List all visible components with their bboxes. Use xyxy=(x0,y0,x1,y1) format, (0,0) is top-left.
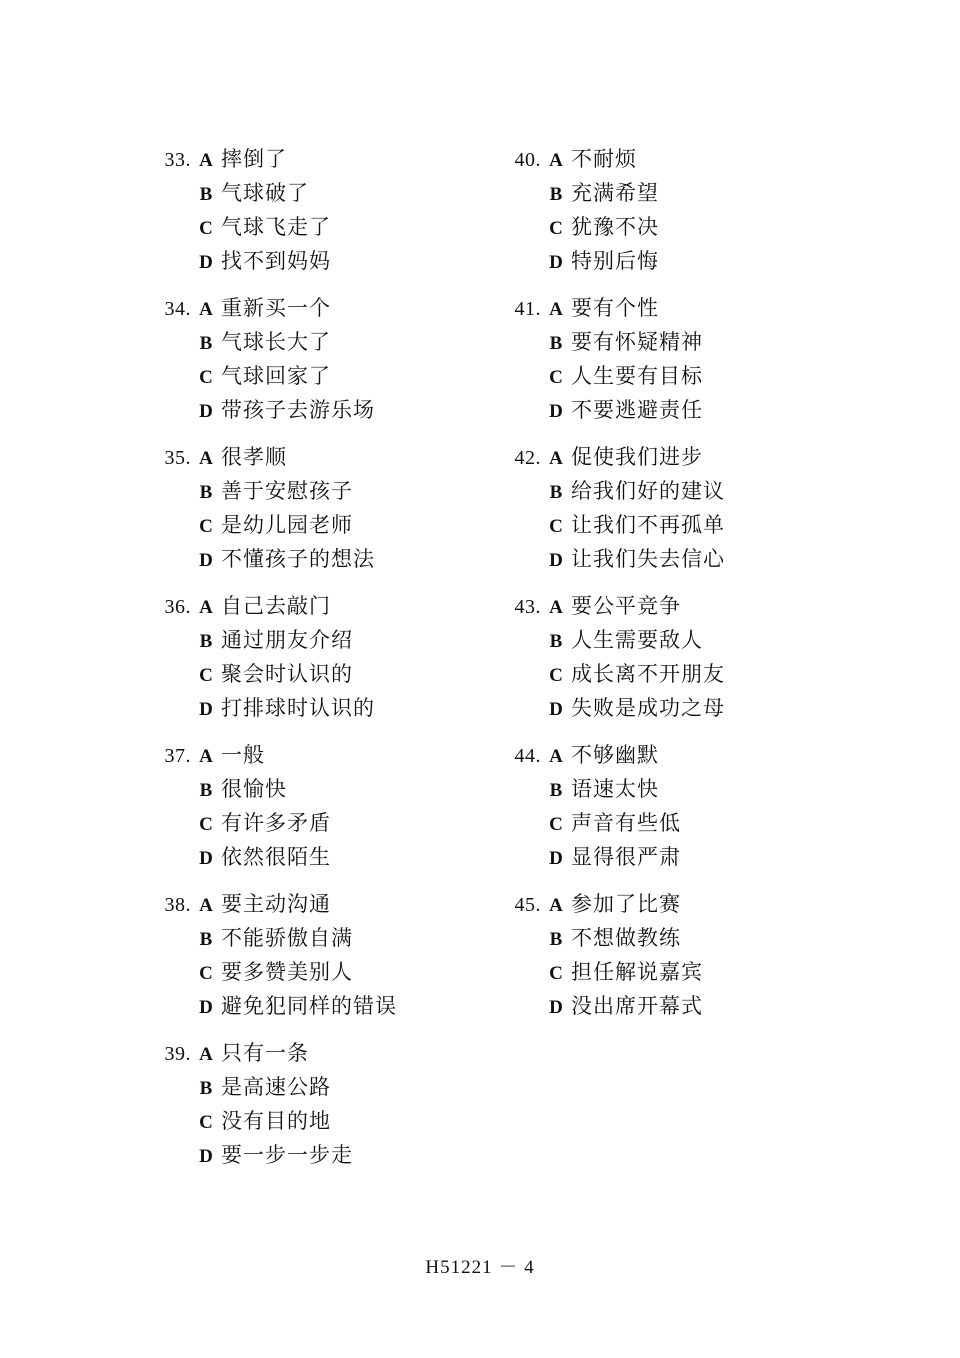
option-text: 一般 xyxy=(221,744,265,767)
option-letter: B xyxy=(549,929,563,950)
option-row[interactable] xyxy=(495,658,845,692)
option-letter: D xyxy=(199,699,213,720)
option-row[interactable] xyxy=(495,292,845,326)
option-row[interactable] xyxy=(495,475,845,509)
option-text: 气球飞走了 xyxy=(221,216,331,239)
option-text: 很愉快 xyxy=(221,778,287,801)
option-text: 失败是成功之母 xyxy=(571,697,725,720)
option-row[interactable] xyxy=(495,922,845,956)
option-letter: B xyxy=(549,333,563,354)
option-letter: C xyxy=(199,665,213,686)
option-text: 只有一条 xyxy=(221,1042,309,1065)
option-text: 让我们失去信心 xyxy=(571,548,725,571)
question-44 xyxy=(495,739,845,875)
option-row[interactable] xyxy=(145,1037,495,1071)
option-letter: B xyxy=(549,780,563,801)
question-40 xyxy=(495,143,845,279)
option-row[interactable] xyxy=(145,773,495,807)
option-text: 善于安慰孩子 xyxy=(221,480,353,503)
option-text: 不够幽默 xyxy=(571,744,659,767)
option-letter: A xyxy=(549,448,563,469)
option-row[interactable] xyxy=(495,590,845,624)
option-letter: A xyxy=(199,150,213,171)
option-letter: A xyxy=(199,448,213,469)
option-text: 打排球时认识的 xyxy=(221,697,375,720)
option-row[interactable] xyxy=(145,360,495,394)
option-row[interactable] xyxy=(145,1139,495,1173)
option-row[interactable] xyxy=(495,177,845,211)
option-letter: A xyxy=(199,1044,213,1065)
option-text: 很孝顺 xyxy=(221,446,287,469)
right-column xyxy=(495,143,845,1186)
option-text: 要主动沟通 xyxy=(221,893,331,916)
option-row[interactable] xyxy=(495,841,845,875)
option-text: 是幼儿园老师 xyxy=(221,514,353,537)
option-row[interactable] xyxy=(145,658,495,692)
left-column xyxy=(145,143,495,1186)
option-letter: B xyxy=(199,780,213,801)
question-number: 35. xyxy=(164,447,191,469)
question-number: 33. xyxy=(164,149,191,171)
option-letter: A xyxy=(199,597,213,618)
option-row[interactable] xyxy=(495,888,845,922)
question-number: 40. xyxy=(514,149,541,171)
option-text: 要多赞美别人 xyxy=(221,961,353,984)
option-letter: A xyxy=(549,299,563,320)
option-letter: D xyxy=(199,401,213,422)
option-row[interactable] xyxy=(495,692,845,726)
option-row[interactable] xyxy=(145,692,495,726)
option-text: 气球回家了 xyxy=(221,365,331,388)
option-text: 人生要有目标 xyxy=(571,365,703,388)
option-letter: D xyxy=(199,848,213,869)
option-row[interactable] xyxy=(145,326,495,360)
option-row[interactable] xyxy=(495,956,845,990)
option-letter: C xyxy=(549,814,563,835)
question-34 xyxy=(145,292,495,428)
option-letter: C xyxy=(549,665,563,686)
option-text: 成长离不开朋友 xyxy=(571,663,725,686)
option-text: 气球破了 xyxy=(221,182,309,205)
option-letter: A xyxy=(549,150,563,171)
option-text: 不想做教练 xyxy=(571,927,681,950)
option-text: 要有个性 xyxy=(571,297,659,320)
option-text: 要一步一步走 xyxy=(221,1144,353,1167)
option-letter: A xyxy=(549,746,563,767)
question-41 xyxy=(495,292,845,428)
question-42 xyxy=(495,441,845,577)
option-row[interactable] xyxy=(145,394,495,428)
question-number: 39. xyxy=(164,1043,191,1065)
option-row[interactable] xyxy=(145,922,495,956)
option-row[interactable] xyxy=(495,624,845,658)
question-number: 44. xyxy=(514,745,541,767)
option-text: 担任解说嘉宾 xyxy=(571,961,703,984)
option-text: 找不到妈妈 xyxy=(221,250,331,273)
option-letter: B xyxy=(549,631,563,652)
option-row[interactable] xyxy=(495,773,845,807)
option-letter: C xyxy=(199,516,213,537)
option-text: 不能骄傲自满 xyxy=(221,927,353,950)
option-letter: D xyxy=(549,401,563,422)
option-row[interactable] xyxy=(495,143,845,177)
option-row[interactable] xyxy=(495,509,845,543)
question-number: 43. xyxy=(514,596,541,618)
option-text: 有许多矛盾 xyxy=(221,812,331,835)
question-38 xyxy=(145,888,495,1024)
question-number: 45. xyxy=(514,894,541,916)
option-row[interactable] xyxy=(495,326,845,360)
option-text: 语速太快 xyxy=(571,778,659,801)
option-text: 促使我们进步 xyxy=(571,446,703,469)
option-letter: D xyxy=(549,699,563,720)
option-letter: B xyxy=(549,184,563,205)
option-letter: D xyxy=(549,252,563,273)
option-text: 声音有些低 xyxy=(571,812,681,835)
option-text: 让我们不再孤单 xyxy=(571,514,725,537)
option-letter: C xyxy=(549,367,563,388)
option-letter: C xyxy=(199,367,213,388)
option-text: 要公平竞争 xyxy=(571,595,681,618)
question-number: 37. xyxy=(164,745,191,767)
option-text: 自己去敲门 xyxy=(221,595,331,618)
option-letter: C xyxy=(199,963,213,984)
option-text: 带孩子去游乐场 xyxy=(221,399,375,422)
option-letter: A xyxy=(549,895,563,916)
option-row[interactable] xyxy=(495,211,845,245)
option-text: 不要逃避责任 xyxy=(571,399,703,422)
option-letter: D xyxy=(199,252,213,273)
question-number: 42. xyxy=(514,447,541,469)
option-text: 气球长大了 xyxy=(221,331,331,354)
option-row[interactable] xyxy=(495,360,845,394)
option-text: 特别后悔 xyxy=(571,250,659,273)
option-letter: B xyxy=(199,1078,213,1099)
option-letter: D xyxy=(549,848,563,869)
question-36 xyxy=(145,590,495,726)
option-letter: B xyxy=(199,184,213,205)
question-35 xyxy=(145,441,495,577)
option-row[interactable] xyxy=(145,475,495,509)
option-letter: C xyxy=(549,516,563,537)
option-text: 聚会时认识的 xyxy=(221,663,353,686)
option-text: 重新买一个 xyxy=(221,297,331,320)
option-letter: C xyxy=(549,963,563,984)
option-row[interactable] xyxy=(145,509,495,543)
option-letter: B xyxy=(199,333,213,354)
option-letter: D xyxy=(549,997,563,1018)
option-row[interactable] xyxy=(145,990,495,1024)
option-text: 通过朋友介绍 xyxy=(221,629,353,652)
option-text: 没出席开幕式 xyxy=(571,995,703,1018)
option-letter: B xyxy=(199,482,213,503)
question-37 xyxy=(145,739,495,875)
question-number: 34. xyxy=(164,298,191,320)
option-text: 不懂孩子的想法 xyxy=(221,548,375,571)
option-letter: C xyxy=(199,218,213,239)
option-row[interactable] xyxy=(145,143,495,177)
option-row[interactable] xyxy=(495,543,845,577)
option-letter: D xyxy=(199,1146,213,1167)
option-row[interactable] xyxy=(145,739,495,773)
option-text: 避免犯同样的错误 xyxy=(221,995,397,1018)
question-columns xyxy=(0,143,960,1186)
option-text: 犹豫不决 xyxy=(571,216,659,239)
option-text: 摔倒了 xyxy=(221,148,287,171)
option-letter: B xyxy=(199,631,213,652)
option-row[interactable] xyxy=(495,990,845,1024)
option-row[interactable] xyxy=(145,590,495,624)
option-row[interactable] xyxy=(145,1105,495,1139)
option-text: 给我们好的建议 xyxy=(571,480,725,503)
option-letter: D xyxy=(549,550,563,571)
option-row[interactable] xyxy=(145,807,495,841)
option-row[interactable] xyxy=(495,245,845,279)
option-text: 充满希望 xyxy=(571,182,659,205)
option-text: 是高速公路 xyxy=(221,1076,331,1099)
option-row[interactable] xyxy=(145,841,495,875)
question-number: 36. xyxy=(164,596,191,618)
option-letter: D xyxy=(199,550,213,571)
option-row[interactable] xyxy=(145,211,495,245)
option-text: 显得很严肃 xyxy=(571,846,681,869)
option-row[interactable] xyxy=(495,739,845,773)
option-letter: B xyxy=(549,482,563,503)
option-row[interactable] xyxy=(145,1071,495,1105)
option-text: 没有目的地 xyxy=(221,1110,331,1133)
option-letter: A xyxy=(199,746,213,767)
option-letter: A xyxy=(549,597,563,618)
option-row[interactable] xyxy=(495,394,845,428)
page-footer: H51221 － 4 xyxy=(425,1257,535,1278)
option-letter: D xyxy=(199,997,213,1018)
option-row[interactable] xyxy=(495,807,845,841)
option-letter: B xyxy=(199,929,213,950)
option-text: 人生需要敌人 xyxy=(571,629,703,652)
option-row[interactable] xyxy=(145,177,495,211)
option-row[interactable] xyxy=(145,956,495,990)
option-text: 依然很陌生 xyxy=(221,846,331,869)
option-row[interactable] xyxy=(145,543,495,577)
question-number: 41. xyxy=(514,298,541,320)
question-33 xyxy=(145,143,495,279)
option-row[interactable] xyxy=(145,888,495,922)
option-letter: A xyxy=(199,895,213,916)
option-text: 不耐烦 xyxy=(571,148,637,171)
question-43 xyxy=(495,590,845,726)
option-row[interactable] xyxy=(145,441,495,475)
option-letter: A xyxy=(199,299,213,320)
option-text: 要有怀疑精神 xyxy=(571,331,703,354)
option-letter: C xyxy=(199,1112,213,1133)
option-row[interactable] xyxy=(495,441,845,475)
option-letter: C xyxy=(549,218,563,239)
option-row[interactable] xyxy=(145,245,495,279)
option-text: 参加了比赛 xyxy=(571,893,681,916)
option-row[interactable] xyxy=(145,292,495,326)
option-row[interactable] xyxy=(145,624,495,658)
question-45 xyxy=(495,888,845,1024)
question-number: 38. xyxy=(164,894,191,916)
option-letter: C xyxy=(199,814,213,835)
question-39 xyxy=(145,1037,495,1173)
